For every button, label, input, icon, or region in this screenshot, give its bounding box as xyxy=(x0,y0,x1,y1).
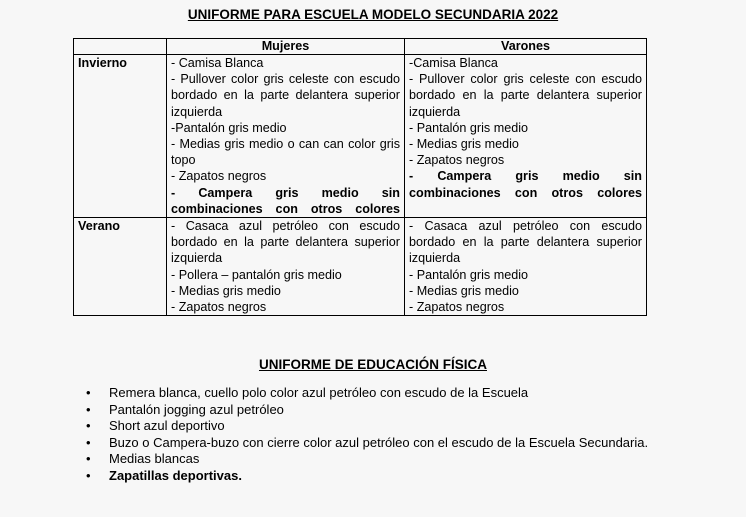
list-item: - Medias gris medio xyxy=(171,283,281,298)
list-item: - Campera gris medio sin combinaciones con otros colores xyxy=(409,169,642,200)
bullet-icon: • xyxy=(86,467,91,483)
pe-item-text: Medias blancas xyxy=(109,451,200,466)
list-item: -Camisa Blanca xyxy=(409,56,498,70)
pe-item-text: Pantalón jogging azul petróleo xyxy=(109,401,284,417)
pe-section-title: UNIFORME DE EDUCACIÓN FÍSICA xyxy=(258,357,487,372)
list-item: - Medias gris medio xyxy=(409,137,519,152)
bullet-icon: • xyxy=(86,418,91,433)
pe-item-text: Remera blanca, cuello polo color azul petróleo con escudo de la Escuela xyxy=(109,385,529,400)
season-verano: Verano xyxy=(74,218,167,316)
list-item: - Pullover color gris celeste con escudo bordado en la parte delantera superior izquierda xyxy=(409,72,642,119)
bullet-icon: • xyxy=(86,385,91,400)
header-mujeres: Mujeres xyxy=(167,39,405,55)
list-item: - Pollera – pantalón gris medio xyxy=(171,267,342,282)
cell-invierno-varones xyxy=(405,55,647,218)
bullet-icon: • xyxy=(86,401,91,417)
table-row-verano xyxy=(74,218,647,316)
list-item xyxy=(86,451,706,468)
table-header-row xyxy=(74,39,647,55)
list-item xyxy=(86,435,706,452)
list-item xyxy=(86,418,706,435)
list-item: - Zapatos negros xyxy=(409,300,505,315)
list-item xyxy=(86,402,706,419)
list-item: - Medias gris medio xyxy=(409,283,519,298)
list-item: - Pantalón gris medio xyxy=(409,120,529,135)
bullet-icon: • xyxy=(86,451,91,466)
list-item: - Zapatos negros xyxy=(171,169,267,184)
list-item: - Camisa Blanca xyxy=(171,56,264,70)
list-item xyxy=(86,468,706,485)
list-item: - Medias gris medio o can can color gris topo xyxy=(171,137,400,168)
header-empty xyxy=(74,39,167,55)
header-varones: Varones xyxy=(405,39,647,55)
uniform-table xyxy=(73,38,647,316)
list-item: - Pullover color gris celeste con escudo bordado en la parte delantera superior izquierda xyxy=(171,72,400,119)
pe-item-text: Zapatillas deportivas. xyxy=(109,467,242,483)
list-item: - Casaca azul petróleo con escudo bordado en la parte delantera superior izquierda xyxy=(409,219,642,266)
cell-verano-varones xyxy=(405,218,647,316)
pe-item-text: Buzo o Campera-buzo con cierre color azul petróleo con el escudo de la Escuela Secundaria. xyxy=(109,434,649,450)
list-item: - Campera gris medio sin combinaciones con otros colores xyxy=(171,185,400,216)
list-item xyxy=(86,385,706,402)
list-item: - Pantalón gris medio xyxy=(409,267,529,282)
pe-item-text: Short azul deportivo xyxy=(109,418,225,433)
list-item: - Casaca azul petróleo con escudo bordado en la parte delantera superior izquierda xyxy=(171,219,400,266)
pe-list xyxy=(86,385,706,484)
cell-invierno-mujeres xyxy=(167,55,405,218)
bullet-icon: • xyxy=(86,434,91,450)
list-item: -Pantalón gris medio xyxy=(171,120,287,135)
list-item: - Zapatos negros xyxy=(171,300,267,315)
list-item: - Zapatos negros xyxy=(409,153,505,168)
season-invierno: Invierno xyxy=(74,55,167,218)
document-title: UNIFORME PARA ESCUELA MODELO SECUNDARIA 2022 xyxy=(187,7,559,22)
table-row-invierno xyxy=(74,55,647,218)
cell-verano-mujeres xyxy=(167,218,405,316)
